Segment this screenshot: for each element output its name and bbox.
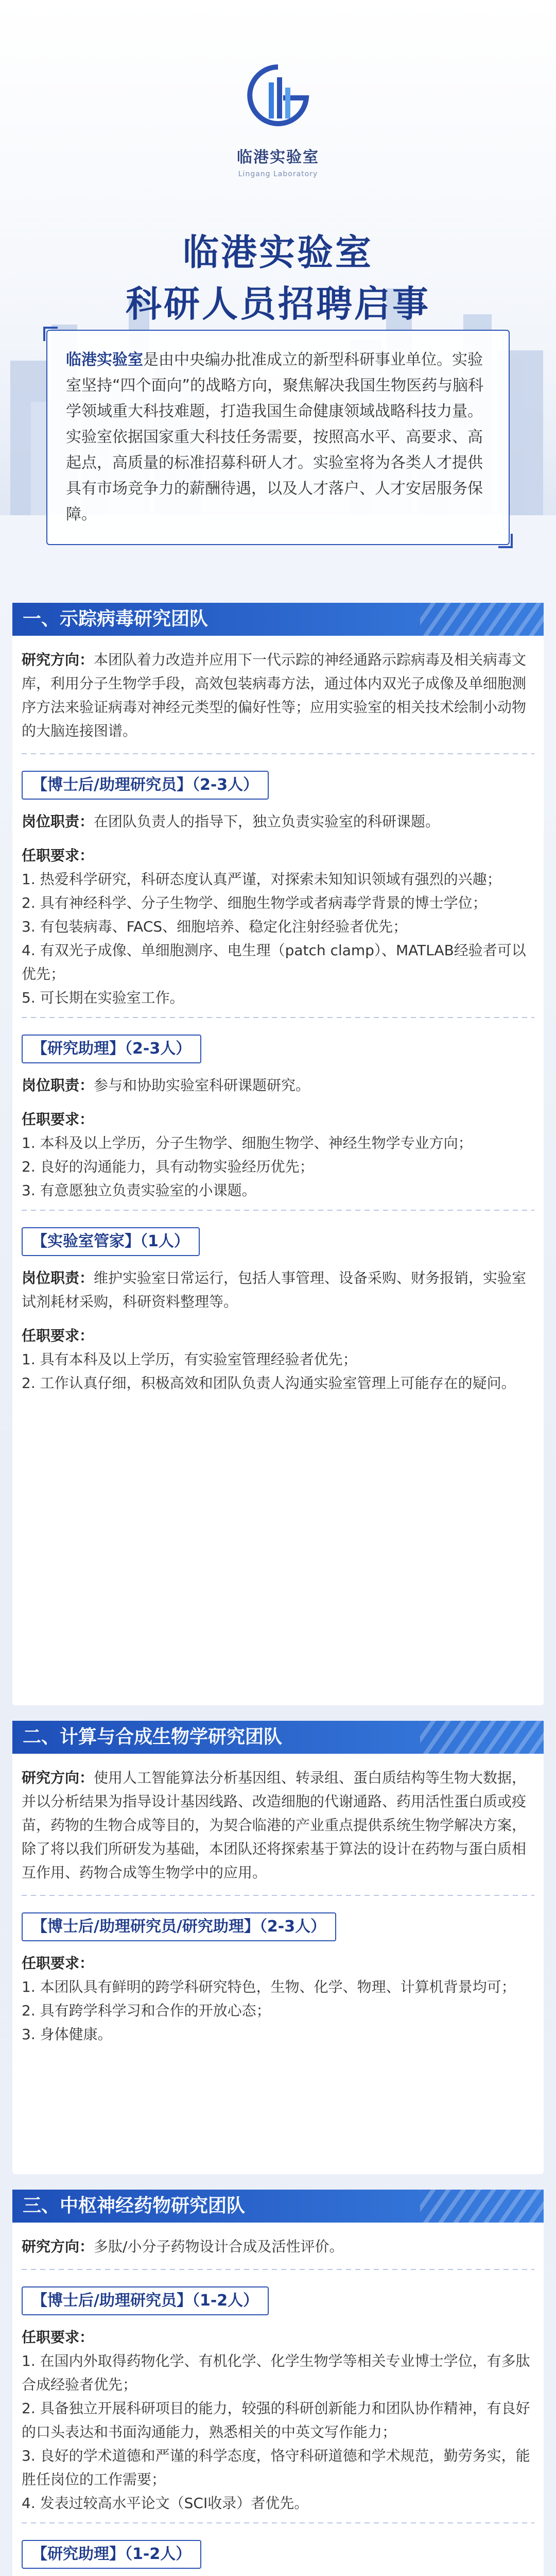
research-direction: 研究方向：本团队着力改造并应用下一代示踪的神经通路示踪病毒及相关病毒文库，利用分子生物学手段，高效包装病毒方法，通过体内双光子成像及单细胞测序方法来验证病毒对神经元类型的偏好性等；应用实验室的相关技术绘制小动物的大脑连接图谱。 [22,651,527,739]
divider [22,1895,534,1896]
job-duty: 岗位职责：维护实验室日常运行，包括人事管理、设备采购、财务报销，实验室试剂耗材采购，科研资料整理等。 [22,1269,527,1310]
requirements-label: 任职要求： [22,1955,94,1972]
requirement-item: 3. 有包装病毒、FACS、细胞培养、稳定化注射经验者优先； [22,918,408,935]
requirements-label: 任职要求： [22,847,94,864]
divider [22,2522,534,2523]
corner-decoration [498,534,513,548]
lingang-lab-logo-icon [242,62,314,139]
title-line-2: 科研人员招聘启事 [126,283,430,325]
role-title: 【研究助理】（1-2人） [22,2540,201,2569]
requirement-item: 2. 具有跨学科学习和合作的开放心态； [22,2002,271,2019]
requirement-item: 2. 具备独立开展科研项目的能力，较强的科研创新能力和团队协作精神，有良好的口头表达和书面沟通能力，熟悉相关的中英文写作能力； [22,2400,530,2441]
research-direction: 研究方向：使用人工智能算法分析基因组、转录组、蛋白质结构等生物大数据，并以分析结果为指导设计基因线路、改造细胞的代谢通路、药用活性蛋白质或疫苗，药物的生物合成等目的，为契合临港的产业重点提供系统生物学解决方案，除了将以我们所研发为基础，本团队还将探索基于算法的设计在药物与蛋白质相互作用、药物合成等生物学中的应用。 [22,1769,527,1881]
role-title: 【博士后/助理研究员】（2-3人） [22,771,269,800]
section-title: 一、示踪病毒研究团队 [23,608,208,630]
requirement-item: 1. 在国内外取得药物化学、有机化学、化学生物学等相关专业博士学位，有多肽合成经验者优先； [22,2352,530,2393]
requirements-label: 任职要求： [22,2329,94,2346]
logo-chinese-name: 临港实验室 [237,148,319,166]
job-duty: 岗位职责：在团队负责人的指导下，独立负责实验室的科研课题。 [22,813,440,830]
section-header [12,1721,544,1754]
section-title: 三、中枢神经药物研究团队 [23,2195,246,2216]
hero [0,0,556,523]
divider [22,1210,534,1211]
intro-lead: 临港实验室 [66,351,143,369]
requirement-item: 5. 可长期在实验室工作。 [22,989,184,1006]
requirement-item: 1. 本团队具有鲜明的跨学科研究特色，生物、化学、物理、计算机背景均可； [22,1978,516,1995]
requirements-list [22,2349,534,2515]
requirement-item: 3. 身体健康。 [22,2026,112,2043]
divider [22,753,534,754]
requirements-label: 任职要求： [22,1111,94,1128]
logo-english-name: Lingang Laboratory [238,170,318,178]
section-header [12,2190,544,2223]
section-tracing-virus-team [12,603,544,1705]
requirement-item: 4. 发表过较高水平论文（SCI收录）者优先。 [22,2495,309,2512]
role-title: 【研究助理】（2-3人） [22,1035,201,1063]
requirements-list [22,868,534,1010]
requirement-item: 3. 良好的学术道德和严谨的科学态度，恪守科研道德和学术规范，勤劳务实，能胜任岗位的工作需要； [22,2447,530,2488]
requirement-item: 2. 具有神经科学、分子生物学、细胞生物学或者病毒学背景的博士学位； [22,894,487,911]
intro-text: 是由中央编办批准成立的新型科研事业单位。实验室坚持“四个面向”的战略方向，聚焦解决我国生物医药与脑科学领域重大科技难题，打造我国生命健康领域战略科技力量。实验室依据国家重大科技任务需要，按照高水平、高要求、高起点，高质量的标准招募科研人才。实验室将为各类人才提供具有市场竞争力的薪酬待遇，以及人才落户、人才安居服务保障。 [66,351,484,523]
header-stripes-decoration [420,2190,544,2223]
requirement-item: 3. 有意愿独立负责实验室的小课题。 [22,1182,256,1199]
divider [22,1017,534,1018]
requirement-item: 1. 本科及以上学历，分子生物学、细胞生物学、神经生物学专业方向； [22,1134,473,1151]
requirements-list [22,1348,534,1395]
title-line-1: 临港实验室 [183,231,373,274]
requirement-item: 1. 具有本科及以上学历，有实验室管理经验者优先； [22,1351,357,1368]
divider [22,2269,534,2270]
section-header [12,603,544,636]
section-cns-drug-team [12,2190,544,2576]
intro-box [46,330,510,545]
logo [0,62,556,178]
requirement-item: 1. 热爱科学研究，科研态度认真严谨，对探索未知知识领域有强烈的兴趣； [22,871,501,888]
header-stripes-decoration [420,603,544,636]
section-computational-synthetic-biology-team [12,1721,544,2174]
requirement-item: 2. 良好的沟通能力，具有动物实验经历优先； [22,1158,314,1175]
requirements-label: 任职要求： [22,1327,94,1344]
research-direction: 研究方向：多肽/小分子药物设计合成及活性评价。 [22,2238,344,2255]
role-title: 【博士后/助理研究员/研究助理】（2-3人） [22,1912,336,1941]
corner-decoration [43,327,58,341]
header-stripes-decoration [420,1721,544,1754]
section-title: 二、计算与合成生物学研究团队 [23,1726,283,1748]
page-title [0,227,556,330]
requirement-item: 2. 工作认真仔细，积极高效和团队负责人沟通实验室管理上可能存在的疑问。 [22,1375,516,1392]
requirement-item: 4. 有双光子成像、单细胞测序、电生理（patch clamp）、MATLAB经验者可以优先； [22,942,526,982]
job-duty: 岗位职责：参与和协助实验室科研课题研究。 [22,1077,310,1094]
requirements-list [22,1975,534,2046]
role-title: 【博士后/助理研究员】（1-2人） [22,2286,269,2315]
requirements-list [22,1131,534,1202]
role-title: 【实验室管家】（1人） [22,1227,200,1256]
